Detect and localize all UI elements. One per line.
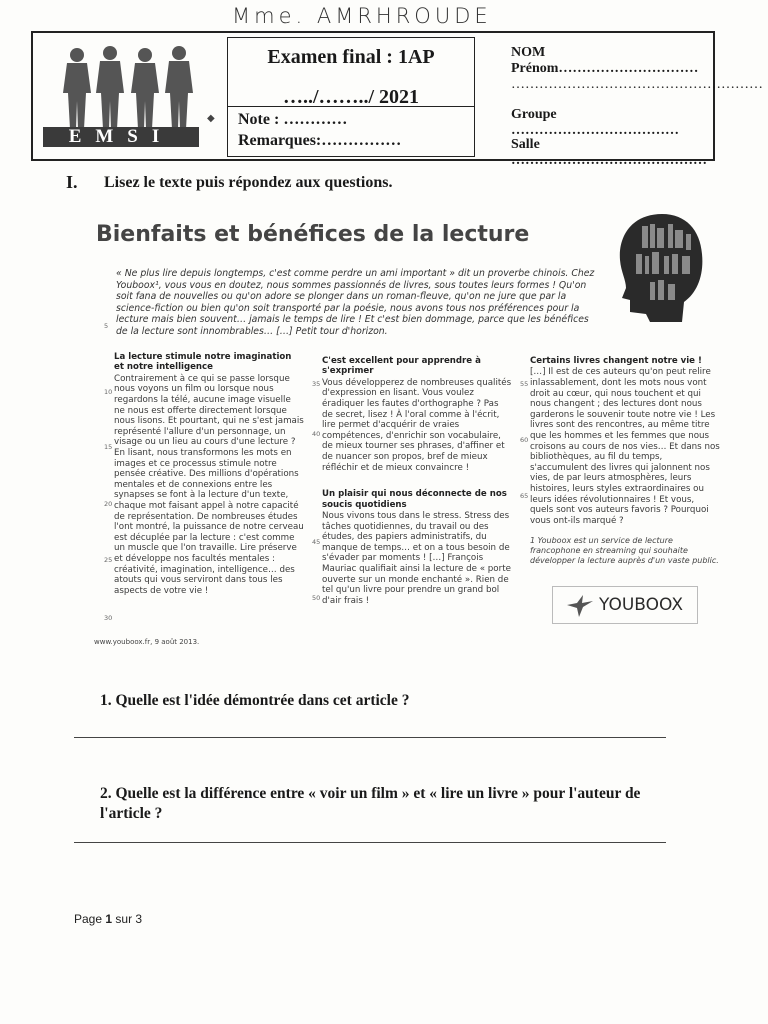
question-1 — [100, 692, 410, 710]
note-field: Note : ………… — [238, 111, 348, 128]
remarks-field: Remarques:…………… — [238, 132, 402, 149]
hummingbird-icon — [565, 593, 595, 619]
line-number: 20 — [104, 500, 113, 508]
line-number: 55 — [520, 380, 529, 388]
line-number: 50 — [312, 594, 321, 602]
head-bookshelf-icon — [612, 210, 708, 322]
logo-wordmark: EMSI — [43, 127, 199, 147]
section-title: Lisez le texte puis répondez aux questions. — [104, 174, 393, 191]
total-pages: 3 — [135, 912, 143, 926]
line-number: 10 — [104, 388, 113, 396]
question-2 — [100, 784, 680, 824]
line-number: 15 — [104, 443, 113, 451]
article-column-1 — [114, 352, 304, 604]
question-text: Quelle est la différence entre « voir un film » et « lire un livre » pour l'auteur de l'article ? — [100, 785, 641, 822]
exam-date: …../……../ 2021 — [282, 86, 420, 108]
line-number: 35 — [312, 380, 321, 388]
footnote: 1 Youboox est un service de lecture francophone en streaming qui souhaite développer la lecture auprès d'un vaste public. — [530, 536, 719, 566]
current-page: 1 — [105, 912, 113, 926]
exam-header-box — [31, 31, 763, 168]
exam-info-box — [227, 37, 475, 157]
divider — [228, 106, 474, 107]
line-number: 65 — [520, 492, 529, 500]
name-field: NOM Prénom………………………… — [511, 45, 699, 76]
question-number: 1. — [100, 692, 112, 709]
exam-title: Examen final : 1AP — [267, 46, 435, 68]
column-body: Nous vivons tous dans le stress. Stress des tâches quotidiennes, du travail ou des études, des papiers administratifs, du manque de temps… et on a tous besoin de s'évader par moments ! […] François Mauriac qualifiait ainsi la lecture de « porte ouverte sur un monde enchanté ». Rien de tel qu'un livre pour prendre un grand bol d'air frais ! — [322, 510, 511, 606]
column-heading: Certains livres changent notre vie ! — [530, 356, 702, 366]
column-body: Vous développerez de nombreuses qualités d'expression en lisant. Vous voulez éradiquer les fautes d'orthographe ? Pas de secret, lisez ! À l'oral comme à l'écrit, lire permet d'acquérir de vraies compétences, d'enrichir son vocabulaire, de mieux tourner ses phrases, d'affiner et de nuancer son propos, bref de mieux réfléchir et de mieux convaincre ! — [322, 377, 512, 473]
answer-line — [74, 737, 666, 738]
registered-mark-icon: ◆ — [207, 113, 215, 124]
line-number: 40 — [312, 430, 321, 438]
line-number: 45 — [312, 538, 321, 546]
article-intro: « Ne plus lire depuis longtemps, c'est comme perdre un ami important » dit un proverbe chinois. Chez Youboox¹, vous vous en doutez, nous sommes passionnés de livres, sous toutes leurs formes ! Qu'on soit fana de nouvelles ou qu'on adore se plonger dans un roman-fleuve, qu'on ne jure que par la science-fiction ou bien qu'on soit transporté par la poésie, nous avons tous nos préférences pour la lecture mais bien souvent… jamais le temps de lire ! Et c'est bien dommage, parce que les bénéfices de la lecture sont innombrables… […] Petit tour d'horizon. — [116, 268, 595, 337]
column-heading: La lecture stimule notre imagination et notre intelligence — [114, 352, 292, 373]
column-heading: C'est excellent pour apprendre à s'exprimer — [322, 356, 481, 377]
line-number: 60 — [520, 436, 529, 444]
answer-line — [74, 842, 666, 843]
line-number: 30 — [104, 614, 113, 622]
youboox-logo — [552, 586, 698, 624]
people-silhouettes-icon — [55, 43, 205, 129]
article-title: Bienfaits et bénéfices de la lecture — [96, 222, 530, 247]
article-column-3 — [530, 356, 720, 566]
question-text: Quelle est l'idée démontrée dans cet article ? — [115, 692, 410, 709]
page-footer — [74, 912, 142, 926]
column-body: Contrairement à ce qui se passe lorsque nous voyons un film ou lorsque nous regardons la télé, aucune image visuelle ne nous est offerte directement lorsque nous lisons. Et pourtant, qui ne s'est jamais représenté l'allure d'un personnage, un visage ou un lieu au cours d'une lecture ? En lisant, nous transformons les mots en images et ce processus stimule notre pensée créative. Des millions d'opérations mentales et de connexions entre les synapses se font à la lecture d'un texte, chaque mot faisant appel à notre capacité de représentation. De nombreuses études l'ont montré, la puissance de notre cerveau est décuplée par la lecture : c'est comme un muscle que l'on travaille. Lire préserve et développe nos facultés mentales : créativité, imagination, intelligence… des atouts qui vous serviront dans tous les aspects de votre vie ! — [114, 373, 304, 596]
room-field: Salle …………………………………… — [511, 137, 707, 168]
name-field-line: ……………………………………………… — [511, 77, 763, 92]
section-number: I. — [66, 172, 78, 192]
group-field: Groupe ……………………………… — [511, 107, 679, 138]
column-heading: Un plaisir qui nous déconnecte de nos soucis quotidiens — [322, 489, 507, 510]
line-number: 5 — [104, 322, 109, 330]
page-word: Page — [74, 912, 103, 926]
handwritten-teacher-name: Mme. AMRHROUDE — [232, 4, 492, 28]
emsi-logo — [43, 43, 223, 151]
article-column-2 — [322, 356, 512, 614]
page-separator: sur — [115, 912, 133, 926]
article-source: www.youboox.fr, 9 août 2013. — [94, 638, 200, 646]
question-number: 2. — [100, 785, 112, 802]
column-body: […] Il est de ces auteurs qu'on peut relire inlassablement, dont les mots nous vont droit au cœur, qui nous touchent et qui nous changent ; des lectures dont nous garderons le souvenir toute notre vie ! Les livres sont des rencontres, au même titre que les hommes et les femmes que nous croisons au cours de nos vies… Et dans nos bibliothèques, au fil du temps, s'accumulent des livres qui jalonnent nos vies, de par leurs atmosphères, leurs histoires, leurs styles extraordinaires ou leurs idées révolutionnaires ! Et vous, quels sont vos auteurs favoris ? Pourquoi vous ont-ils marqué ? — [530, 367, 720, 526]
youboox-wordmark: YOUBOOX — [599, 595, 683, 615]
line-number: 25 — [104, 556, 113, 564]
